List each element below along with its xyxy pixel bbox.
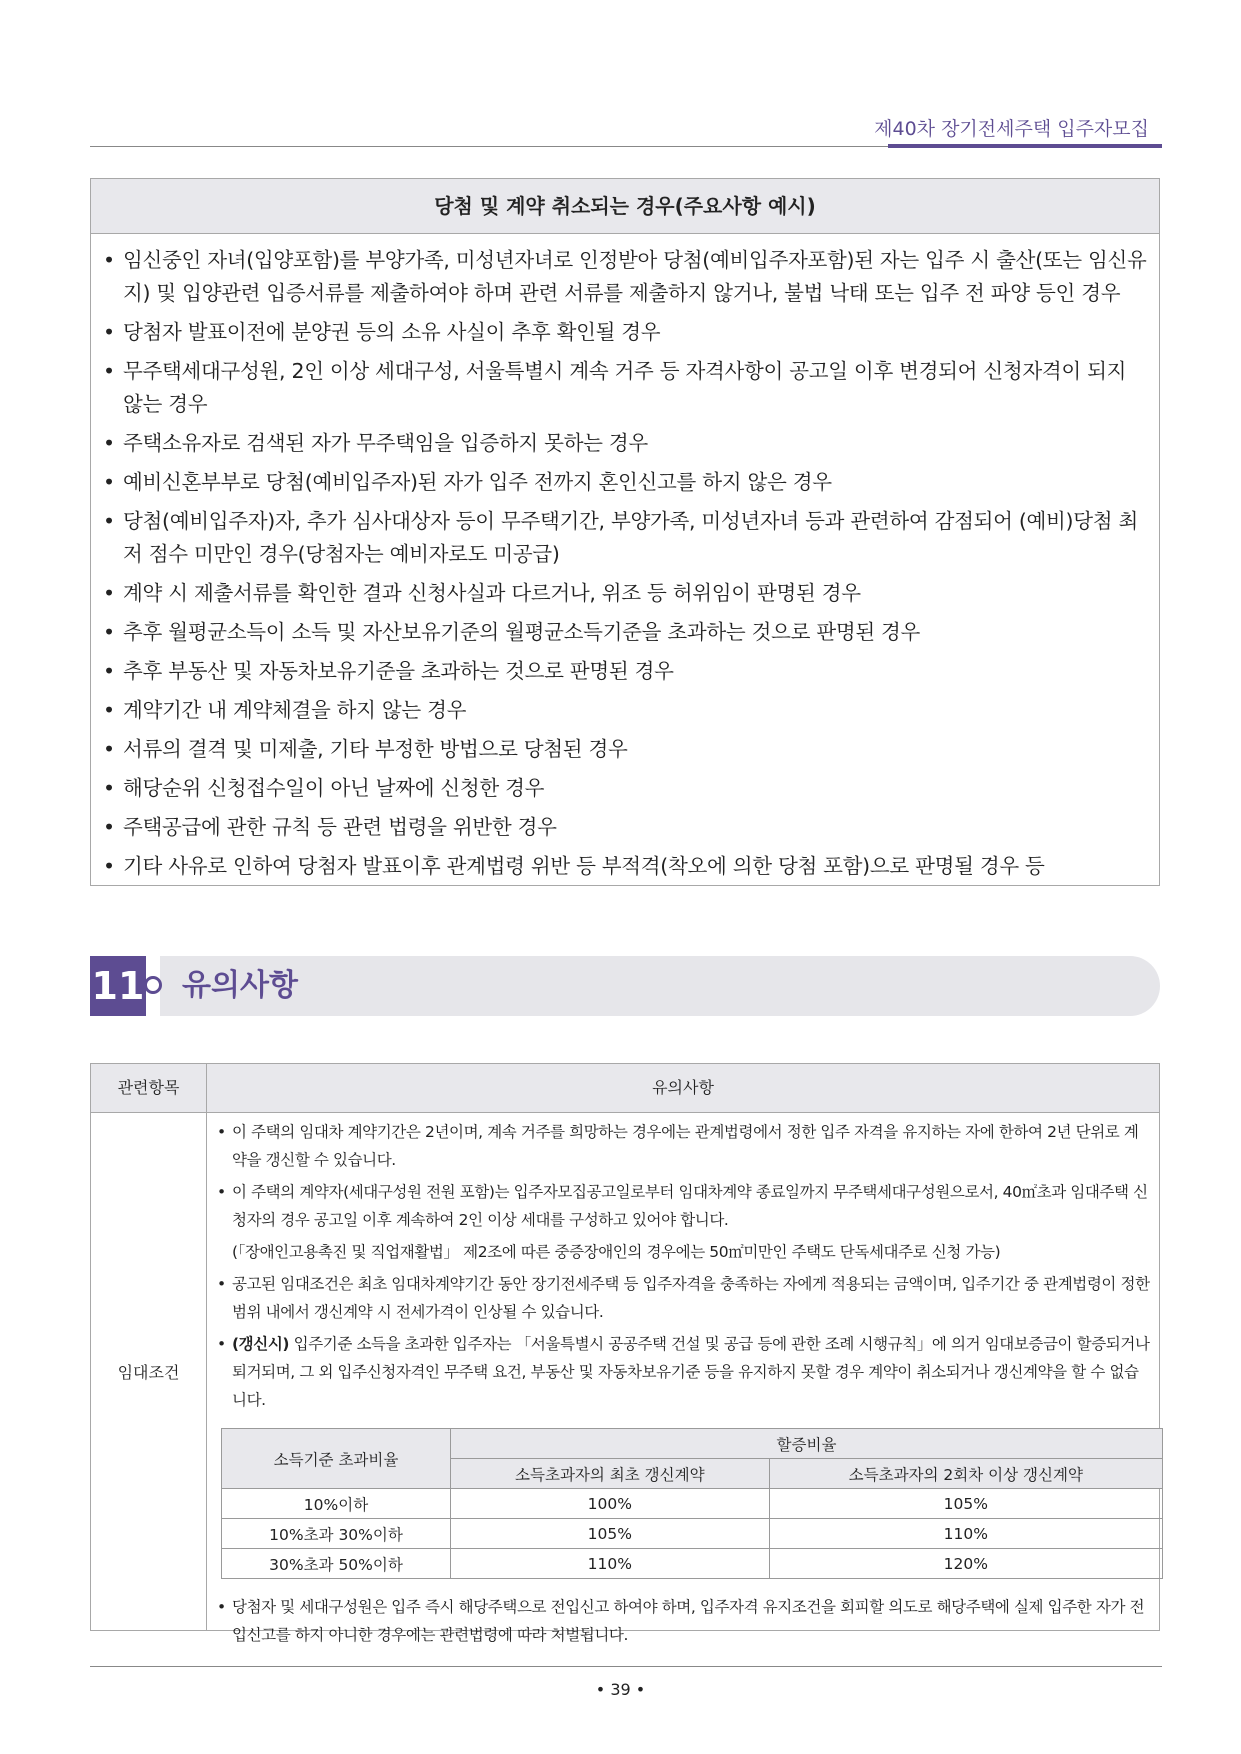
category-cell [91, 1112, 207, 1630]
list-item: • 추후 부동산 및 자동차보유기준을 초과하는 것으로 판명된 경우 [103, 655, 1149, 688]
category-label: 임대조건 [117, 1362, 180, 1382]
running-header: 제40차 장기전세주택 입주자모집 [874, 118, 1149, 140]
cell-first: 110% [451, 1549, 770, 1579]
section-title: 유의사항 [182, 968, 298, 1003]
list-item: • 임신중인 자녀(입양포함)를 부양가족, 미성년자녀로 인정받아 당첨(예비입주자포함)된 자는 입주 시 출산(또는 임신유지) 및 입양관련 입증서류를 제출하여야 하며 관련 서류를 제출하지 않거나, 불법 낙태 또는 입주 전 파양 등인 경우 [103, 244, 1149, 310]
list-item: • 기타 사유로 인하여 당첨자 발표이후 관계법령 위반 등 부적격(착오에 의한 당첨 포함)으로 판명될 경우 등 [103, 850, 1149, 883]
section-number: 11 [90, 956, 146, 1016]
column-header-first-renewal: 소득초과자의 최초 갱신계약 [451, 1459, 770, 1489]
cell-first: 100% [451, 1489, 770, 1519]
note-item [215, 1330, 1151, 1414]
list-item: • 주택공급에 관한 규칙 등 관련 법령을 위반한 경우 [103, 811, 1149, 844]
cell-range: 10%이하 [222, 1489, 451, 1519]
section-dot-icon [144, 976, 162, 994]
cell-second: 110% [769, 1519, 1162, 1549]
cell-second: 105% [769, 1489, 1162, 1519]
column-header-income: 소득기준 초과비율 [222, 1429, 451, 1489]
cell-range: 10%초과 30%이하 [222, 1519, 451, 1549]
cell-first: 105% [451, 1519, 770, 1549]
list-item: • 서류의 결격 및 미제출, 기타 부정한 방법으로 당첨된 경우 [103, 733, 1149, 766]
list-item: • 추후 월평균소득이 소득 및 자산보유기준의 월평균소득기준을 초과하는 것으로 판명된 경우 [103, 616, 1149, 649]
list-item: • 당첨(예비입주자)자, 추가 심사대상자 등이 무주택기간, 부양가족, 미성년자녀 등과 관련하여 감점되어 (예비)당첨 최저 점수 미만인 경우(당첨자는 예비자로도 미공급) [103, 505, 1149, 571]
list-item: • 당첨자 발표이전에 분양권 등의 소유 사실이 추후 확인될 경우 [103, 316, 1149, 349]
section-header [90, 956, 1160, 1016]
list-item: • 예비신혼부부로 당첨(예비입주자)된 자가 입주 전까지 혼인신고를 하지 않은 경우 [103, 466, 1149, 499]
note-text: 입주기준 소득을 초과한 입주자는 「서울특별시 공공주택 건설 및 공급 등에 관한 조례 시행규칙」에 의거 임대보증금이 할증되거나 퇴거되며, 그 외 입주신청자격인 무주택 요건, 부동산 및 자동차보유기준 등을 유지하지 못할 경우 계약이 취소되거나 갱신계약을 할 수 없습니다. [232, 1335, 1150, 1409]
footer-rule [90, 1666, 1162, 1667]
cancellation-list [91, 234, 1159, 883]
page-number: • 39 • [595, 1680, 646, 1699]
cancellation-heading: 당첨 및 계약 취소되는 경우(주요사항 예시) [91, 179, 1159, 234]
table-row [222, 1489, 1163, 1519]
list-item: • 무주택세대구성원, 2인 이상 세대구성, 서울특별시 계속 거주 등 자격사항이 공고일 이후 변경되어 신청자격이 되지 않는 경우 [103, 355, 1149, 421]
column-header-second-renewal: 소득초과자의 2회차 이상 갱신계약 [769, 1459, 1162, 1489]
notes-cell [215, 1118, 1151, 1653]
note-bold-prefix: (갱신시) [232, 1335, 290, 1353]
cell-second: 120% [769, 1549, 1162, 1579]
note-subitem: (「장애인고용촉진 및 직업재활법」 제2조에 따른 중증장애인의 경우에는 50㎡미만인 주택도 단독세대주로 신청 가능) [232, 1243, 1001, 1261]
surcharge-table [221, 1428, 1163, 1579]
note-item: • 당첨자 및 세대구성원은 입주 즉시 해당주택으로 전입신고 하여야 하며, 입주자격 유지조건을 회피할 의도로 해당주택에 실제 입주한 자가 전입신고를 하지 아니한 경우에는 관련법령에 따라 처벌됩니다. [215, 1593, 1151, 1649]
note-item: • 공고된 임대조건은 최초 임대차계약기간 동안 장기전세주택 등 입주자격을 충족하는 자에게 적용되는 금액이며, 입주기간 중 관계법령이 정한 범위 내에서 갱신계약 시 전세가격이 인상될 수 있습니다. [215, 1270, 1151, 1326]
section-bar [160, 956, 1160, 1016]
list-item: • 계약 시 제출서류를 확인한 결과 신청사실과 다르거나, 위조 등 허위임이 판명된 경우 [103, 577, 1149, 610]
list-item: • 주택소유자로 검색된 자가 무주택임을 입증하지 못하는 경우 [103, 427, 1149, 460]
notice-table [90, 1063, 1160, 1644]
notice-table-header [91, 1064, 1159, 1113]
cell-range: 30%초과 50%이하 [222, 1549, 451, 1579]
table-row [222, 1519, 1163, 1549]
table-row [222, 1549, 1163, 1579]
column-header-notes: 유의사항 [652, 1078, 714, 1097]
list-item: • 계약기간 내 계약체결을 하지 않는 경우 [103, 694, 1149, 727]
column-header-category: 관련항목 [91, 1064, 207, 1112]
cancellation-box [90, 178, 1160, 886]
column-header-surcharge: 할증비율 [451, 1429, 1163, 1459]
list-item: • 해당순위 신청접수일이 아닌 날짜에 신청한 경우 [103, 772, 1149, 805]
note-item: • 이 주택의 임대차 계약기간은 2년이며, 계속 거주를 희망하는 경우에는 관계법령에서 정한 입주 자격을 유지하는 자에 한하여 2년 단위로 계약을 갱신할 수 있습니다. [215, 1118, 1151, 1174]
note-item: • 이 주택의 계약자(세대구성원 전원 포함)는 입주자모집공고일로부터 임대차계약 종료일까지 무주택세대구성원으로서, 40㎡초과 임대주택 신청자의 경우 공고일 이후 계속하여 2인 이상 세대를 구성하고 있어야 합니다. [215, 1178, 1151, 1234]
header-accent-bar [888, 144, 1162, 148]
